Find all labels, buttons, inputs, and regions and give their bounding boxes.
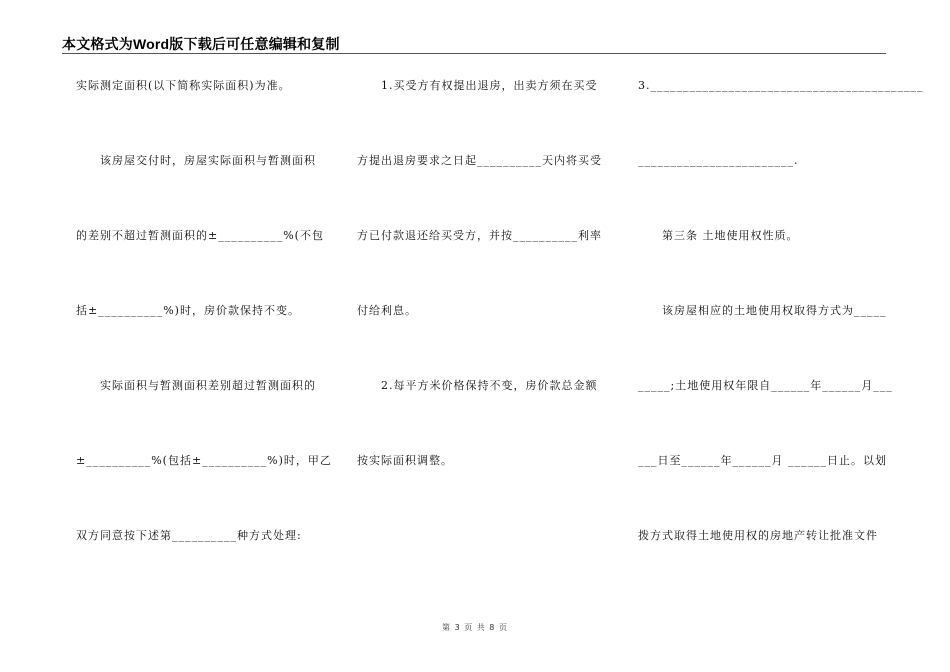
- text-line: 实际测定面积(以下简称实际面积)为准。: [76, 79, 291, 92]
- text-line: ±__________%(包括±__________%)时，甲乙: [76, 454, 332, 467]
- text-line: 双方同意按下述第__________种方式处理:: [76, 529, 302, 542]
- text-line: 方已付款退还给买受方，并按__________利率: [357, 229, 602, 242]
- text-line: 第三条 土地使用权性质。: [638, 229, 799, 242]
- text-line: 该房屋相应的土地使用权取得方式为_____: [638, 304, 887, 317]
- text-line: 2.每平方米价格保持不变，房价款总金额: [357, 379, 598, 392]
- text-line: 1.买受方有权提出退房，出卖方须在买受: [357, 79, 598, 92]
- text-line: 实际面积与暂测面积差别超过暂测面积的: [76, 379, 316, 392]
- text-line: 付给利息。: [357, 304, 417, 317]
- text-line: ________________________.: [638, 154, 799, 167]
- text-line: 3.__________________________________________: [638, 79, 924, 92]
- text-line: 的差别不超过暂测面积的±__________%(不包: [76, 229, 324, 242]
- text-line: 括±__________%)时，房价款保持不变。: [76, 304, 300, 317]
- text-line: _____;土地使用权年限自______年______月___: [638, 379, 893, 392]
- document-header-title: 本文格式为Word版下载后可任意编辑和复制: [62, 36, 340, 52]
- text-line: 按实际面积调整。: [357, 454, 453, 467]
- text-line: 方提出退房要求之日起__________天内将买受: [357, 154, 602, 167]
- header-divider: [62, 53, 886, 54]
- text-line: ___日至______年______月 ______日止。以划: [638, 454, 887, 467]
- page-number: 第 3 页 共 8 页: [442, 623, 508, 632]
- text-line: 该房屋交付时，房屋实际面积与暂测面积: [76, 154, 316, 167]
- text-line: 拨方式取得土地使用权的房地产转让批准文件: [638, 529, 878, 542]
